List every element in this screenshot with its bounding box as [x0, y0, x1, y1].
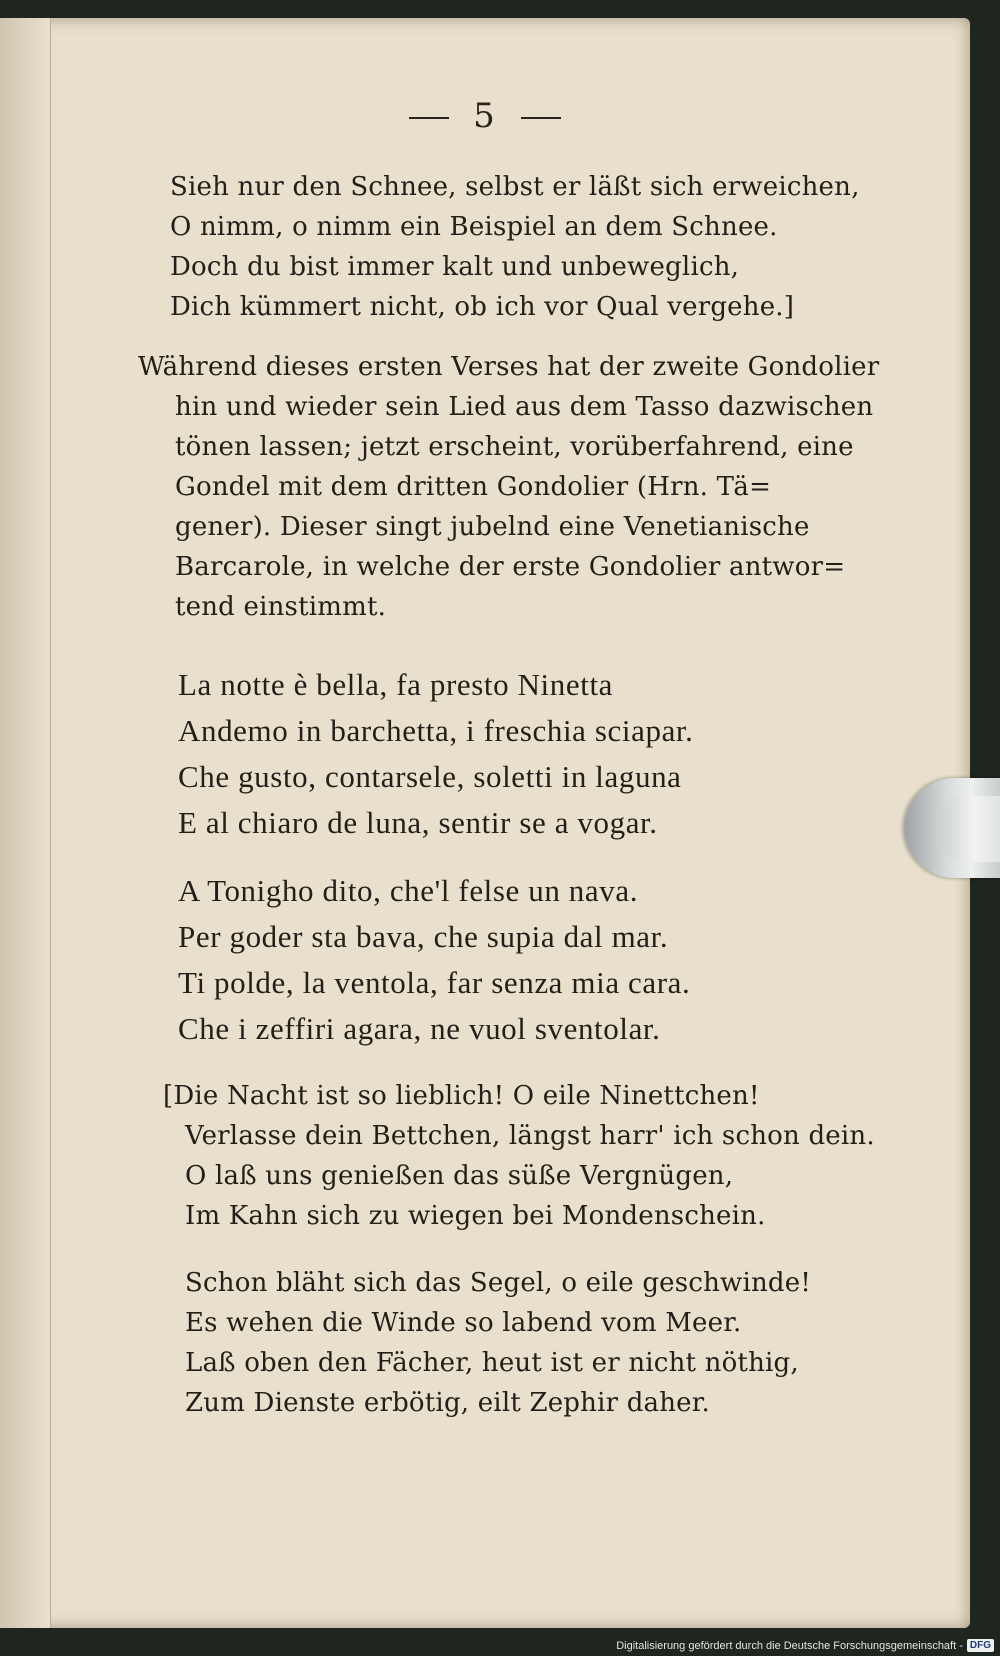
verse-line: Ti polde, la ventola, far senza mia cara. — [178, 965, 691, 1000]
verse-line: Verlasse dein Bettchen, längst harr' ich schon dein. — [185, 1121, 875, 1151]
stage-direction-line: tönen lassen; jetzt erscheint, vorüberfahrend, eine — [175, 432, 854, 462]
italian-stanza-1 — [178, 662, 694, 846]
page-number-line — [0, 96, 970, 136]
verse-line: Che i zeffiri agara, ne vuol sventolar. — [178, 1011, 661, 1046]
italian-stanza-2 — [178, 868, 690, 1052]
verse-line: Dich kümmert nicht, ob ich vor Qual vergehe.] — [170, 292, 795, 322]
page-number: 5 — [473, 96, 497, 136]
verse-line: Im Kahn sich zu wiegen bei Mondenschein. — [185, 1201, 766, 1231]
verse-line: Per goder sta bava, che supia dal mar. — [178, 919, 669, 954]
verse-line: Laß oben den Fächer, heut ist er nicht nöthig, — [185, 1348, 799, 1378]
verse-line: [Die Nacht ist so lieblich! O eile Ninettchen! — [163, 1081, 760, 1111]
verse-line: O laß uns genießen das süße Vergnügen, — [185, 1161, 734, 1191]
verse-line: Schon bläht sich das Segel, o eile geschwinde! — [185, 1268, 812, 1298]
verse-line: Sieh nur den Schnee, selbst er läßt sich erweichen, — [170, 172, 860, 202]
verse-line: E al chiaro de luna, sentir se a vogar. — [178, 805, 658, 840]
verse-line: Doch du bist immer kalt und unbeweglich, — [170, 252, 740, 282]
verse-line: A Tonigho dito, che'l felse un nava. — [178, 873, 639, 908]
german-translation-2 — [185, 1263, 811, 1423]
dfg-logo: DFG — [967, 1639, 994, 1652]
page-number-dash-left — [409, 117, 449, 119]
verse-line: O nimm, o nimm ein Beispiel an dem Schnee. — [170, 212, 778, 242]
stage-direction-line: gener). Dieser singt jubelnd eine Venetianische — [175, 512, 810, 542]
stage-direction — [138, 347, 879, 627]
page-clip-highlight — [932, 796, 1000, 862]
verse-line: La notte è bella, fa presto Ninetta — [178, 667, 614, 702]
digitization-credit — [616, 1639, 994, 1652]
german-stanza-1 — [170, 167, 860, 327]
digitization-credit-text: Digitalisierung gefördert durch die Deutsche Forschungsgemeinschaft - — [616, 1639, 963, 1652]
verse-line: Es wehen die Winde so labend vom Meer. — [185, 1308, 742, 1338]
stage-direction-line: Barcarole, in welche der erste Gondolier antwor= — [175, 552, 846, 582]
book-spine — [0, 18, 51, 1628]
verse-line: Zum Dienste erbötig, eilt Zephir daher. — [185, 1388, 711, 1418]
german-translation-1 — [163, 1076, 875, 1236]
page-number-dash-right — [521, 117, 561, 119]
verse-line: Che gusto, contarsele, soletti in laguna — [178, 759, 682, 794]
stage-direction-line: Gondel mit dem dritten Gondolier (Hrn. Tä= — [175, 472, 772, 502]
stage-direction-line: hin und wieder sein Lied aus dem Tasso dazwischen — [175, 392, 874, 422]
stage-direction-line: tend einstimmt. — [175, 592, 387, 622]
verse-line: Andemo in barchetta, i freschia sciapar. — [178, 713, 694, 748]
stage-direction-line: Während dieses ersten Verses hat der zweite Gondolier — [138, 352, 880, 382]
